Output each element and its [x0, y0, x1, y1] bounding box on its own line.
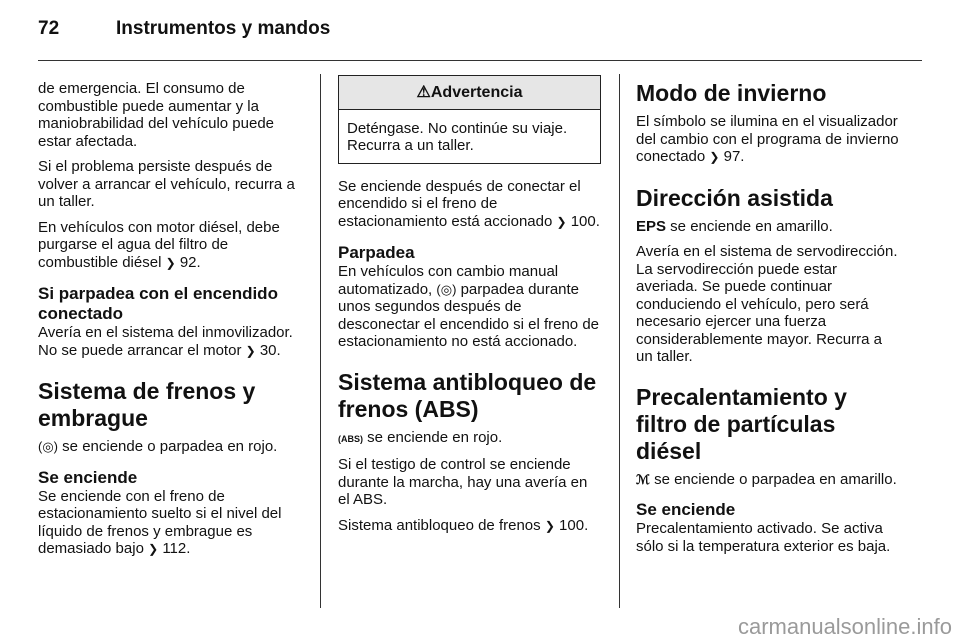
paragraph-text: Avería en el sistema del inmovilizador. No se puede arrancar el motor — [38, 324, 293, 359]
arrow-icon: ❯ — [709, 150, 720, 164]
column-2 — [338, 75, 601, 543]
arrow-icon: ❯ — [245, 343, 256, 358]
warning-title: Advertencia — [430, 84, 523, 101]
section-heading-preheat: Precalentamiento y filtro de partículas diésel — [636, 383, 847, 464]
paragraph: Precalentamiento activado. Se activa sólo si la temperatura exterior es baja. — [636, 520, 891, 555]
glow-plug-icon: ℳ — [636, 471, 650, 487]
column-divider-2 — [619, 74, 620, 608]
paragraph — [338, 178, 601, 232]
paragraph — [338, 429, 601, 449]
paragraph: Si el testigo de control se enciende durante la marcha, hay una avería en el ABS. — [338, 456, 588, 508]
page-reference[interactable]: 100. — [559, 516, 589, 534]
paragraph-text: En vehículos con motor diésel, debe purgarse el agua del filtro de combustible diésel — [38, 218, 280, 271]
warning-header — [339, 76, 600, 110]
page-reference[interactable]: 100. — [570, 212, 600, 230]
paragraph-text: se enciende o parpadea en amarillo. — [649, 470, 897, 488]
paragraph — [38, 438, 304, 456]
header-rule — [38, 60, 922, 61]
subheading-on: Se enciende — [38, 467, 138, 487]
paragraph — [338, 263, 601, 351]
paragraph: Si el problema persiste después de volver a arrancar el vehículo, recurra a un taller. — [38, 158, 295, 210]
column-divider-1 — [320, 74, 321, 608]
subheading-on: Se enciende — [636, 500, 736, 519]
warning-box — [338, 75, 601, 164]
paragraph: Avería en el sistema de servodirección. La servodirección puede estar averiada. Se puede continuar conduciendo el vehículo, pero será necesario ejercer una fuerza considerablemente mayor. Recurra a un taller. — [636, 243, 898, 365]
paragraph — [338, 517, 601, 536]
arrow-icon: ❯ — [148, 542, 159, 556]
paragraph-text: se enciende o parpadea en rojo. — [58, 438, 278, 455]
subheading-blink: Parpadea — [338, 243, 415, 262]
paragraph — [636, 113, 902, 167]
page-reference[interactable]: 112. — [162, 540, 191, 557]
paragraph — [38, 219, 304, 273]
paragraph-text: se enciende en amarillo. — [666, 217, 833, 235]
column-3 — [636, 80, 902, 563]
watermark[interactable]: carmanualsonline.info — [737, 614, 952, 639]
section-heading-steering: Dirección asistida — [636, 184, 833, 211]
paragraph-text: se enciende en rojo. — [363, 428, 503, 446]
subheading-blink: Si parpadea con el encendido conectado — [38, 284, 278, 323]
arrow-icon: ❯ — [556, 214, 567, 229]
paragraph — [38, 488, 304, 559]
paragraph — [636, 471, 902, 489]
paragraph-text: Se enciende con el freno de estacionamiento suelto si el nivel del líquido de frenos y embrague es demasiado bajo — [38, 487, 282, 557]
abs-warning-icon: (ABS) — [338, 433, 363, 444]
warning-triangle-icon: ⚠ — [416, 84, 431, 101]
page-reference[interactable]: 30. — [259, 341, 281, 359]
arrow-icon: ❯ — [544, 518, 555, 533]
paragraph: de emergencia. El consumo de combustible puede aumentar y la maniobrabilidad del vehículo puede estar afectada. — [38, 80, 275, 150]
paragraph-text: parpadea durante unos segundos después de desconectar el encendido si el freno de estacionamiento no está accionado. — [338, 280, 600, 350]
warning-text: Deténgase. No continúe su viaje. Recurra a un taller. — [347, 119, 568, 154]
paragraph-text: El símbolo se ilumina en el visualizador del cambio con el programa de invierno conectado — [636, 113, 899, 165]
brake-warning-icon: (◎) — [38, 439, 59, 454]
paragraph — [636, 218, 902, 236]
section-heading-brakes: Sistema de frenos y embrague — [38, 378, 256, 431]
chapter-title: Instrumentos y mandos — [116, 18, 331, 39]
section-heading-winter: Modo de invierno — [636, 80, 827, 106]
paragraph-text: En vehículos con cambio manual automatizado, — [338, 263, 559, 298]
paragraph-text: Se enciende después de conectar el encendido si el freno de estacionamiento está accionado — [338, 177, 581, 230]
page-number: 72 — [38, 18, 60, 39]
paragraph — [38, 324, 304, 360]
column-1 — [38, 80, 304, 567]
page-reference[interactable]: 92. — [179, 253, 201, 271]
brake-warning-icon: (◎) — [436, 281, 457, 297]
paragraph-text: Sistema antibloqueo de frenos — [338, 516, 545, 534]
page-header — [38, 18, 330, 40]
section-heading-abs: Sistema antibloqueo de frenos (ABS) — [338, 368, 597, 422]
eps-indicator: EPS — [636, 217, 667, 235]
page-reference[interactable]: 97. — [723, 148, 745, 165]
arrow-icon: ❯ — [165, 255, 176, 270]
